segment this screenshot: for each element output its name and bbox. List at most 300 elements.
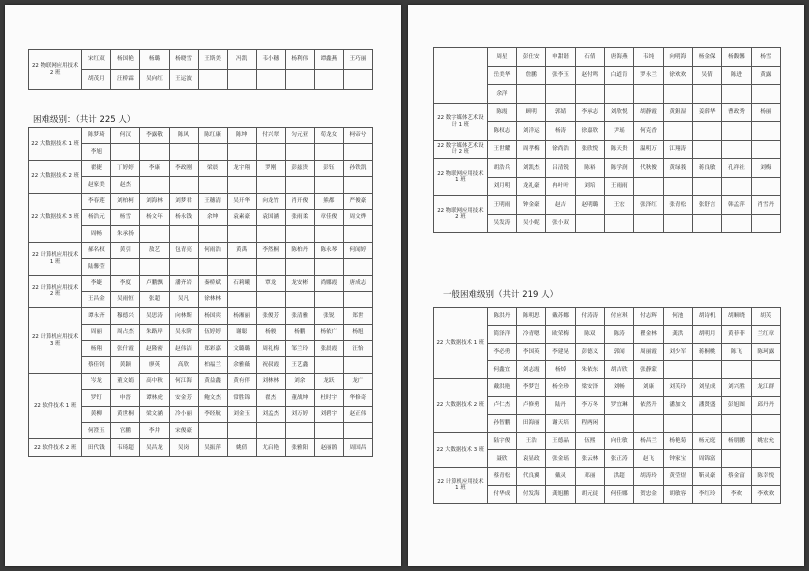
student-name-cell: 伍婷婷: [198, 324, 227, 340]
student-name-cell: 李建晃: [546, 343, 575, 361]
student-name-cell: 韦纯: [634, 48, 663, 67]
student-name-cell: 张金瑶: [546, 450, 575, 468]
student-name-cell: 刘康: [634, 379, 663, 397]
student-name-cell: 陆宇俊: [487, 432, 516, 450]
student-name-cell: [751, 177, 780, 196]
student-name-cell: [722, 450, 751, 468]
student-name-cell: [285, 291, 314, 307]
student-name-cell: 张雅阳: [285, 439, 314, 457]
student-name-cell: 王运波: [169, 70, 198, 90]
student-name-cell: 王世耀: [487, 140, 516, 159]
student-name-cell: 赵付鸣: [575, 66, 604, 85]
student-name-cell: 王宏: [605, 196, 634, 215]
student-name-cell: 赵隆密: [140, 341, 169, 357]
student-name-cell: 龙安彬: [285, 275, 314, 291]
student-name-cell: [314, 70, 343, 90]
student-name-cell: 刘梦君: [169, 193, 198, 209]
student-name-cell: 刘林林: [256, 373, 285, 389]
student-name-cell: 蔡青松: [487, 468, 516, 486]
student-name-cell: 卢鹏飘: [140, 275, 169, 291]
student-name-cell: 冷小丽: [169, 406, 198, 422]
student-name-cell: 黄柳: [82, 406, 111, 422]
student-name-cell: 翟杰: [256, 390, 285, 406]
student-name-cell: 李国英: [517, 343, 546, 361]
student-name-cell: [692, 414, 721, 432]
student-name-cell: [692, 214, 721, 233]
student-name-cell: 刘万婷: [285, 406, 314, 422]
student-name-cell: [692, 85, 721, 104]
student-name-cell: 杨元庭: [692, 432, 721, 450]
student-name-cell: 卢修勇: [517, 396, 546, 414]
student-name-cell: 李春莲: [82, 193, 111, 209]
table-row: [434, 379, 781, 397]
student-name-cell: [343, 70, 372, 90]
student-name-cell: 宋俊豪: [169, 423, 198, 439]
student-name-cell: [198, 177, 227, 193]
student-name-cell: 付应琪: [605, 308, 634, 326]
class-name-cell: 22 物联网应用技术 1 班: [434, 159, 488, 196]
student-name-cell: [256, 226, 285, 242]
student-name-cell: [343, 423, 372, 439]
student-name-cell: 董战坤: [285, 390, 314, 406]
student-name-cell: 柯帝兮: [343, 128, 372, 144]
student-name-cell: [111, 259, 140, 275]
student-name-cell: 周礼梅: [256, 341, 285, 357]
student-name-cell: 余洋: [487, 85, 516, 104]
student-name-cell: [575, 85, 604, 104]
student-name-cell: [198, 259, 227, 275]
student-name-cell: 姚宏允: [751, 432, 780, 450]
student-name-cell: 朱路岸: [140, 324, 169, 340]
student-name-cell: 王艺鑫: [285, 357, 314, 373]
student-name-cell: 郭婧: [546, 103, 575, 122]
student-name-cell: 石莉曦: [227, 275, 256, 291]
student-name-cell: [256, 259, 285, 275]
table-row: [434, 140, 781, 159]
student-name-cell: [722, 85, 751, 104]
student-name-cell: 常胜锦: [227, 390, 256, 406]
student-name-cell: 申甜谐: [546, 48, 575, 67]
student-name-cell: 曹政秀: [722, 103, 751, 122]
student-name-cell: 吴思涛: [140, 308, 169, 324]
class-name-cell: 22 数字媒体艺术设计 1 班: [434, 103, 488, 140]
student-name-cell: [605, 414, 634, 432]
student-name-cell: 江翔涛: [663, 140, 692, 159]
student-name-cell: 张小双: [546, 214, 575, 233]
student-name-cell: 梁文涵: [140, 406, 169, 422]
student-name-cell: 梁安泽: [575, 379, 604, 397]
student-name-cell: [634, 214, 663, 233]
student-name-cell: 杨湘丽: [227, 308, 256, 324]
student-name-cell: 刘欣悦: [605, 103, 634, 122]
student-table-difficult: [28, 127, 373, 457]
student-name-cell: 陈霞: [487, 103, 516, 122]
student-name-cell: 何汉: [111, 128, 140, 144]
student-name-cell: 杨翔: [82, 341, 111, 357]
student-name-cell: [722, 122, 751, 141]
student-name-cell: 杨浩元: [82, 209, 111, 225]
student-table-top-left: [28, 49, 373, 90]
student-name-cell: 周占杰: [111, 324, 140, 340]
student-name-cell: 文璐璐: [227, 341, 256, 357]
student-name-cell: [751, 214, 780, 233]
student-name-cell: 吴倩: [692, 66, 721, 85]
student-name-cell: [314, 177, 343, 193]
table-row: [29, 128, 373, 144]
student-name-cell: 李必勇: [487, 343, 516, 361]
class-name-cell: 22 大数据技术 2 班: [434, 379, 488, 432]
student-name-cell: 岳美华: [487, 66, 516, 85]
student-name-cell: 石倩: [575, 48, 604, 67]
student-name-cell: [198, 144, 227, 160]
student-name-cell: 邹兰玲: [285, 341, 314, 357]
table-row: [29, 50, 373, 70]
student-name-cell: [256, 423, 285, 439]
student-name-cell: 秦桥斌: [198, 275, 227, 291]
student-name-cell: [227, 70, 256, 90]
student-name-cell: [605, 214, 634, 233]
student-name-cell: 龚洪: [663, 325, 692, 343]
student-name-cell: 蔡佳钊: [82, 357, 111, 373]
student-name-cell: [722, 140, 751, 159]
student-name-cell: 彭兹贵: [285, 160, 314, 176]
student-name-cell: 田海丽: [517, 414, 546, 432]
student-name-cell: 刘星成: [692, 379, 721, 397]
student-name-cell: 郭闻: [605, 343, 634, 361]
student-name-cell: 李欢欢: [751, 485, 780, 503]
student-name-cell: 廖英: [140, 357, 169, 373]
student-name-cell: 代秋俊: [634, 159, 663, 178]
student-name-cell: 赵家美: [82, 177, 111, 193]
student-name-cell: 付兴翠: [256, 128, 285, 144]
student-name-cell: 杨涛: [546, 122, 575, 141]
student-name-cell: 朱依东: [575, 361, 604, 379]
student-name-cell: 李然桐: [256, 242, 285, 258]
student-name-cell: 向林斯: [169, 308, 198, 324]
student-name-cell: 李康: [140, 160, 169, 176]
student-name-cell: [722, 214, 751, 233]
student-name-cell: 陈珂露: [751, 343, 780, 361]
student-name-cell: 谭永齐: [82, 308, 111, 324]
student-name-cell: [169, 144, 198, 160]
student-name-cell: 严俊豪: [343, 193, 372, 209]
class-name-cell: 22 计算机应用技术 1 班: [29, 242, 82, 275]
student-name-cell: 刘余: [285, 373, 314, 389]
student-name-cell: [169, 177, 198, 193]
student-name-cell: 刘柏柯: [111, 193, 140, 209]
student-name-cell: 张锐: [314, 308, 343, 324]
student-name-cell: 陈飞: [722, 343, 751, 361]
student-name-cell: 包青亮: [169, 242, 198, 258]
student-name-cell: 付发海: [517, 485, 546, 503]
student-name-cell: [692, 122, 721, 141]
student-name-cell: 何澄玉: [82, 423, 111, 439]
student-name-cell: 何江海: [169, 373, 198, 389]
student-name-cell: 杨国艳: [111, 50, 140, 70]
table-row: [434, 103, 781, 122]
student-name-cell: 徐林林: [198, 291, 227, 307]
student-name-cell: 尤启艳: [256, 439, 285, 457]
table-row: [434, 468, 781, 486]
student-name-cell: 梁晨: [198, 160, 227, 176]
student-name-cell: 李万冬: [575, 396, 604, 414]
student-name-cell: 赵飞: [634, 450, 663, 468]
table-row: [434, 48, 781, 67]
class-name-cell: 22 软件技术 2 班: [29, 439, 82, 457]
class-name-cell: 22 大数据技术 1 班: [434, 308, 488, 379]
class-name-cell: 22 软件技术 1 班: [29, 373, 82, 439]
student-name-cell: 胡茂月: [82, 70, 111, 90]
student-name-cell: 陈明思: [517, 308, 546, 326]
student-name-cell: [517, 85, 546, 104]
student-name-cell: 杨文年: [140, 209, 169, 225]
table-row: [29, 373, 373, 389]
student-name-cell: 袁国涵: [256, 209, 285, 225]
student-name-cell: [140, 144, 169, 160]
student-name-cell: 付志辉: [634, 308, 663, 326]
student-name-cell: 杨国宾: [198, 308, 227, 324]
student-name-cell: 龚旭鹏: [546, 485, 575, 503]
student-name-cell: [285, 70, 314, 90]
student-name-cell: 穆德兴: [111, 308, 140, 324]
student-name-cell: 蒋桐桃: [692, 343, 721, 361]
student-name-cell: 潘贤盛: [692, 396, 721, 414]
student-name-cell: [634, 177, 663, 196]
student-name-cell: 张欣悦: [575, 140, 604, 159]
student-name-cell: 龙广: [343, 373, 372, 389]
table-row: [29, 308, 373, 324]
class-name-cell: 22 大数据技术 3 班: [29, 193, 82, 242]
student-name-cell: [634, 85, 663, 104]
student-name-cell: 高欣: [169, 357, 198, 373]
student-name-cell: 吴振萍: [198, 439, 227, 457]
student-name-cell: 李度: [111, 275, 140, 291]
student-name-cell: 鲍文杰: [198, 390, 227, 406]
student-name-cell: 杨利伟: [285, 50, 314, 70]
student-name-cell: [663, 414, 692, 432]
student-name-cell: 张什霞: [111, 341, 140, 357]
student-name-cell: [256, 70, 285, 90]
table-row: [29, 242, 373, 258]
student-name-cell: 贺忠金: [634, 485, 663, 503]
student-name-cell: 杨丽: [751, 103, 780, 122]
table-row: [29, 439, 373, 457]
student-name-cell: 杨晓雪: [169, 50, 198, 70]
student-name-cell: 胡吉欣: [605, 361, 634, 379]
student-name-cell: 李露敬: [140, 128, 169, 144]
student-name-cell: 赵吉: [546, 196, 575, 215]
student-name-cell: 赵明璐: [575, 196, 604, 215]
student-name-cell: 何闻婷: [343, 242, 372, 258]
student-name-cell: 周畅: [82, 226, 111, 242]
student-name-cell: 杨永钱: [169, 209, 198, 225]
student-name-cell: [285, 259, 314, 275]
student-name-cell: 杨朋鹏: [722, 432, 751, 450]
student-name-cell: [343, 144, 372, 160]
student-name-cell: 刘月明: [487, 177, 516, 196]
student-name-cell: 余坤: [198, 209, 227, 225]
student-name-cell: [314, 357, 343, 373]
student-name-cell: 周丽: [82, 324, 111, 340]
student-name-cell: 刘凯杰: [517, 159, 546, 178]
student-name-cell: 胡芙: [751, 308, 780, 326]
student-name-cell: [227, 226, 256, 242]
student-name-cell: [169, 226, 198, 242]
student-name-cell: 张青松: [663, 196, 692, 215]
student-name-cell: 张雨柔: [285, 209, 314, 225]
student-name-cell: [314, 423, 343, 439]
student-name-cell: 戴苏娜: [546, 308, 575, 326]
student-name-cell: 周孝梅: [517, 140, 546, 159]
student-name-cell: 黄有伴: [227, 373, 256, 389]
student-name-cell: 向龙竹: [256, 193, 285, 209]
student-name-cell: [111, 144, 140, 160]
student-name-cell: [575, 214, 604, 233]
student-name-cell: 覃龙: [256, 275, 285, 291]
class-name-cell: 22 数字媒体艺术设计 2 班: [434, 140, 488, 159]
student-name-cell: [227, 259, 256, 275]
student-name-cell: 杨鹏: [285, 324, 314, 340]
student-name-cell: 柏福兰: [198, 357, 227, 373]
student-name-cell: [314, 259, 343, 275]
student-name-cell: [722, 361, 751, 379]
student-name-cell: 向仕敏: [605, 432, 634, 450]
student-name-cell: 陈裕: [575, 159, 604, 178]
student-name-cell: [343, 357, 372, 373]
student-name-cell: [343, 177, 372, 193]
student-name-cell: 何池: [663, 308, 692, 326]
student-name-cell: 刘洋运: [517, 122, 546, 141]
student-name-cell: 安金芳: [169, 390, 198, 406]
student-name-cell: 罗刚: [256, 160, 285, 176]
section-title-difficult: 困难级别：（共计 225 人）: [33, 115, 136, 125]
student-name-cell: 温明万: [634, 140, 663, 159]
student-name-cell: 谢聪: [227, 324, 256, 340]
student-name-cell: 陈幸悦: [751, 468, 780, 486]
student-name-cell: 张晨霞: [314, 341, 343, 357]
student-name-cell: 郑彩嘉: [198, 341, 227, 357]
student-name-cell: 张泽红: [634, 196, 663, 215]
student-name-cell: 孙铁凯: [343, 160, 372, 176]
student-name-cell: 李经航: [198, 406, 227, 422]
student-name-cell: 彭钰: [314, 160, 343, 176]
student-name-cell: 彭旭图: [722, 396, 751, 414]
student-name-cell: 李梦岂: [517, 379, 546, 397]
student-name-cell: 彭德义: [575, 343, 604, 361]
student-name-cell: 赵丽鹃: [314, 439, 343, 457]
student-name-cell: 刘兴胜: [722, 379, 751, 397]
student-name-cell: 胡诗机: [692, 308, 721, 326]
student-name-cell: 刘金玉: [227, 406, 256, 422]
student-name-cell: 黄露: [751, 66, 780, 85]
student-name-cell: 王斯美: [198, 50, 227, 70]
student-name-cell: 刘孟杰: [256, 406, 285, 422]
student-name-cell: 赵杰: [111, 177, 140, 193]
student-name-cell: 代良翼: [517, 468, 546, 486]
student-name-cell: [227, 177, 256, 193]
student-name-cell: [198, 70, 227, 90]
student-name-cell: 陈风: [169, 128, 198, 144]
student-name-cell: 杨依广: [314, 324, 343, 340]
student-name-cell: [285, 177, 314, 193]
student-name-cell: 刘碧宇: [314, 406, 343, 422]
student-name-cell: 潘加文: [663, 396, 692, 414]
student-name-cell: 黄鉏湿: [663, 103, 692, 122]
student-name-cell: 瞿金林: [634, 325, 663, 343]
student-name-cell: 杨全珍: [546, 379, 575, 397]
student-name-cell: 邓丽: [575, 468, 604, 486]
student-name-cell: [343, 291, 372, 307]
student-name-cell: 祝叔霞: [256, 357, 285, 373]
student-name-cell: [227, 423, 256, 439]
student-name-cell: 杨骏: [256, 324, 285, 340]
student-name-cell: 王昌金: [82, 291, 111, 307]
student-name-cell: 丁婷婷: [111, 160, 140, 176]
student-name-cell: 吴小妮: [517, 214, 546, 233]
student-name-cell: 吴凡: [169, 291, 198, 307]
student-name-cell: 杨昌兰: [634, 432, 663, 450]
student-name-cell: 简泽洋: [487, 325, 516, 343]
student-name-cell: 杨璐: [140, 50, 169, 70]
student-name-cell: 刘芙玲: [663, 379, 692, 397]
student-name-cell: 詹鹏: [517, 66, 546, 85]
student-name-cell: 胡静霞: [634, 103, 663, 122]
student-name-cell: [751, 361, 780, 379]
student-name-cell: 张静蒙: [634, 361, 663, 379]
student-name-cell: 吴发涛: [487, 214, 516, 233]
student-name-cell: 张清雅: [285, 308, 314, 324]
student-name-cell: 龙宇翔: [227, 160, 256, 176]
student-name-cell: 韩孟萍: [722, 196, 751, 215]
student-name-cell: 华修奇: [343, 390, 372, 406]
class-name-cell: 22 物联网应用技术 2 班: [434, 196, 488, 233]
table-row: [434, 432, 781, 450]
section-title-general: 一般困难级别（共计 219 人）: [443, 290, 559, 300]
student-name-cell: 李井: [140, 423, 169, 439]
student-name-cell: 周国昌: [343, 439, 372, 457]
student-name-cell: 唐海燕: [605, 48, 634, 67]
student-name-cell: 张云林: [575, 450, 604, 468]
student-name-cell: 王德晶: [546, 432, 575, 450]
student-table-top-right: [433, 47, 781, 233]
student-name-cell: 黄莹煜: [663, 468, 692, 486]
student-name-cell: 李欢: [722, 485, 751, 503]
student-name-cell: 唐成志: [343, 275, 372, 291]
student-name-cell: 罗永兰: [634, 66, 663, 85]
student-name-cell: 肖雪丹: [751, 196, 780, 215]
student-name-cell: 杨旭: [343, 324, 372, 340]
student-name-cell: 吴岗: [169, 439, 198, 457]
student-name-cell: 黄引: [111, 242, 140, 258]
student-name-cell: 靳灵豪: [692, 468, 721, 486]
student-name-cell: 吴开华: [227, 193, 256, 209]
student-name-cell: [140, 177, 169, 193]
student-name-cell: 杨雪: [111, 209, 140, 225]
student-name-cell: 罗钉: [82, 390, 111, 406]
student-name-cell: 黄世桐: [111, 406, 140, 422]
student-name-cell: 黄益鑫: [198, 373, 227, 389]
student-name-cell: 余雅薇: [227, 357, 256, 373]
student-name-cell: 钟家宝: [663, 450, 692, 468]
student-name-cell: 周丽霞: [634, 343, 663, 361]
student-name-cell: 刘少军: [663, 343, 692, 361]
student-name-cell: [751, 85, 780, 104]
student-name-cell: 韦小穗: [256, 50, 285, 70]
student-name-cell: 陈天贵: [605, 140, 634, 159]
student-name-cell: [140, 226, 169, 242]
student-name-cell: 戴灵: [546, 468, 575, 486]
student-name-cell: 汪桥霖: [111, 70, 140, 90]
